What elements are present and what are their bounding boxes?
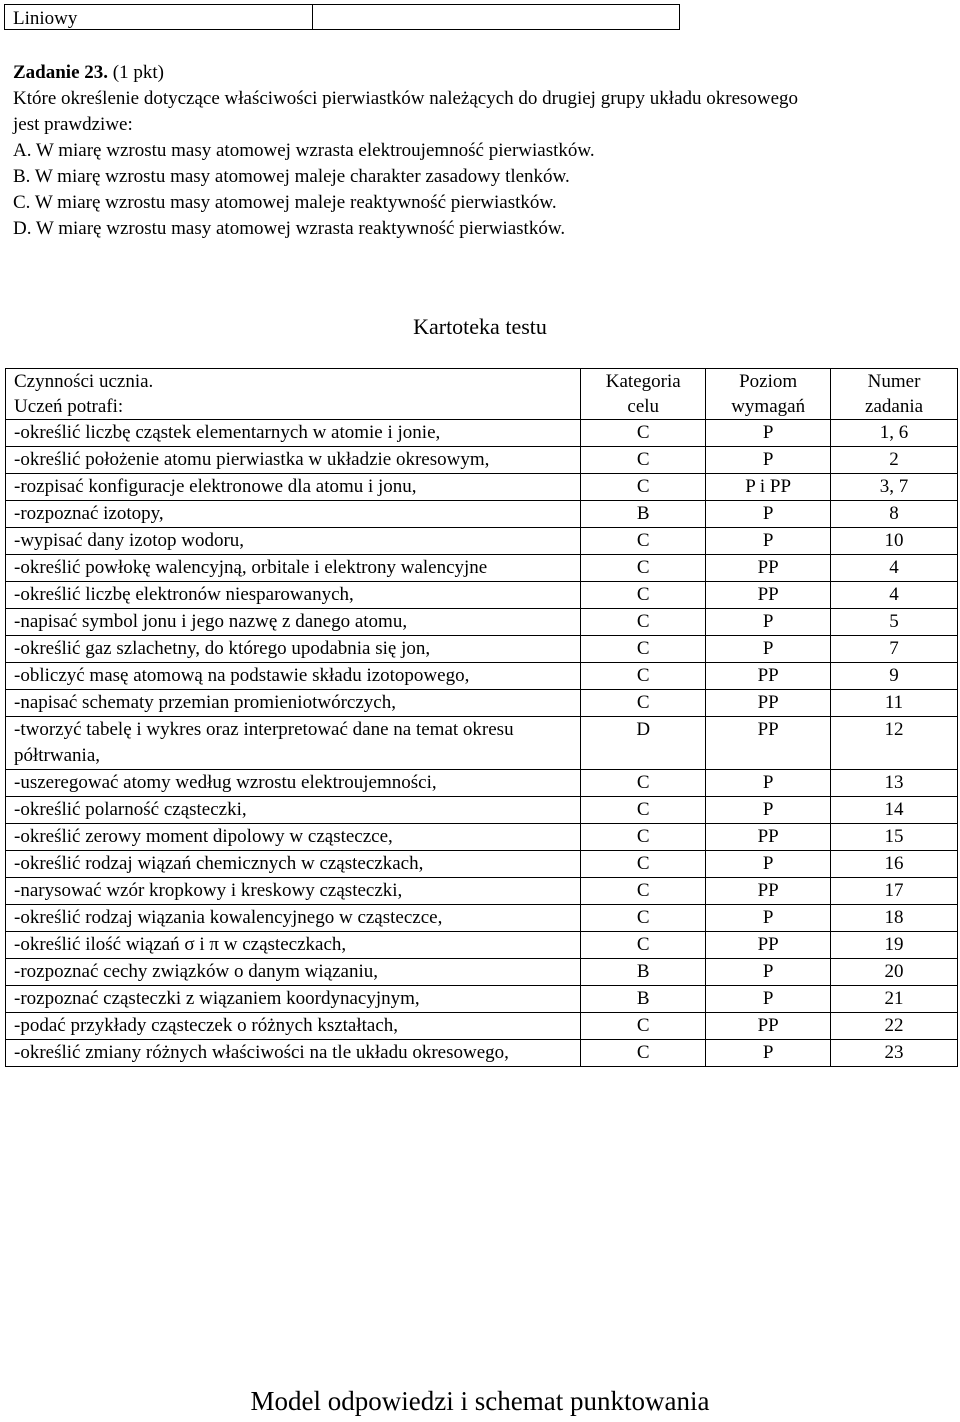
table-row (6, 1040, 958, 1067)
task-option-c: C. W miarę wzrostu masy atomowej maleje reaktywność pierwiastków. (13, 192, 557, 213)
row-skill: -określić powłokę walencyjną, orbitale i elektrony walencyjne (6, 555, 581, 582)
header-skill-line1: Czynności ucznia. (14, 371, 154, 392)
row-task-number: 20 (831, 959, 958, 986)
row-category: C (581, 1040, 706, 1067)
row-level: P (706, 420, 831, 447)
row-task-number: 17 (831, 878, 958, 905)
header-skill (6, 369, 581, 420)
header-box-empty-cell (313, 5, 679, 29)
row-category: C (581, 636, 706, 663)
row-level: P (706, 797, 831, 824)
row-skill: -narysować wzór kropkowy i kreskowy cząsteczki, (6, 878, 581, 905)
table-row (6, 770, 958, 797)
row-category: C (581, 447, 706, 474)
row-level: P (706, 636, 831, 663)
header-level-line2: wymagań (731, 396, 806, 417)
row-skill: -obliczyć masę atomową na podstawie składu izotopowego, (6, 663, 581, 690)
row-level: P (706, 905, 831, 932)
row-level: PP (706, 717, 831, 770)
row-category: C (581, 770, 706, 797)
row-category: C (581, 932, 706, 959)
table-row (6, 717, 958, 770)
row-task-number: 16 (831, 851, 958, 878)
row-level: PP (706, 582, 831, 609)
table-row (6, 878, 958, 905)
row-skill: -podać przykłady cząsteczek o różnych kształtach, (6, 1013, 581, 1040)
header-skill-line2: Uczeń potrafi: (14, 396, 124, 417)
row-skill: -rozpoznać cechy związków o danym wiązaniu, (6, 959, 581, 986)
table-row (6, 824, 958, 851)
table-row (6, 663, 958, 690)
row-level: P (706, 501, 831, 528)
row-task-number: 21 (831, 986, 958, 1013)
row-task-number: 3, 7 (831, 474, 958, 501)
row-category: B (581, 959, 706, 986)
table-row (6, 1013, 958, 1040)
row-level: P (706, 986, 831, 1013)
row-skill: -określić położenie atomu pierwiastka w układzie okresowym, (6, 447, 581, 474)
row-skill: -rozpoznać cząsteczki z wiązaniem koordynacyjnym, (6, 986, 581, 1013)
table-row (6, 959, 958, 986)
row-skill: -określić rodzaj wiązań chemicznych w cząsteczkach, (6, 851, 581, 878)
row-task-number: 8 (831, 501, 958, 528)
task-title (13, 60, 943, 86)
row-skill: -określić zmiany różnych właściwości na tle układu okresowego, (6, 1040, 581, 1067)
row-category: C (581, 582, 706, 609)
table-row (6, 636, 958, 663)
row-task-number: 4 (831, 582, 958, 609)
row-category: C (581, 824, 706, 851)
row-skill: -napisać symbol jonu i jego nazwę z danego atomu, (6, 609, 581, 636)
row-skill: -uszeregować atomy według wzrostu elektroujemności, (6, 770, 581, 797)
header-task-number-line1: Numer (867, 371, 921, 392)
row-category: C (581, 474, 706, 501)
row-task-number: 18 (831, 905, 958, 932)
row-skill: -określić liczbę elektronów niesparowanych, (6, 582, 581, 609)
header-level (706, 369, 831, 420)
header-level-line1: Poziom (739, 371, 798, 392)
header-task-number (831, 369, 958, 420)
task-option-a: A. W miarę wzrostu masy atomowej wzrasta elektroujemność pierwiastków. (13, 140, 595, 161)
row-category: C (581, 690, 706, 717)
row-skill: -rozpoznać izotopy, (6, 501, 581, 528)
table-row (6, 932, 958, 959)
row-category: C (581, 878, 706, 905)
row-task-number: 22 (831, 1013, 958, 1040)
row-skill: -określić liczbę cząstek elementarnych w atomie i jonie, (6, 420, 581, 447)
row-level: PP (706, 663, 831, 690)
row-task-number: 11 (831, 690, 958, 717)
table-row (6, 420, 958, 447)
table-row (6, 474, 958, 501)
row-task-number: 10 (831, 528, 958, 555)
row-level: P (706, 959, 831, 986)
row-task-number: 2 (831, 447, 958, 474)
row-skill: -określić rodzaj wiązania kowalencyjnego w cząsteczce, (6, 905, 581, 932)
row-skill: -określić zerowy moment dipolowy w cząsteczce, (6, 824, 581, 851)
row-task-number: 15 (831, 824, 958, 851)
row-level: PP (706, 878, 831, 905)
row-category: C (581, 905, 706, 932)
row-category: C (581, 797, 706, 824)
table-row (6, 851, 958, 878)
row-skill: -wypisać dany izotop wodoru, (6, 528, 581, 555)
row-category: C (581, 609, 706, 636)
row-category: B (581, 501, 706, 528)
row-skill: -rozpisać konfiguracje elektronowe dla atomu i jonu, (6, 474, 581, 501)
task-question-line: Które określenie dotyczące właściwości pierwiastków należących do drugiej grupy układu okresowego (13, 88, 799, 109)
row-task-number: 13 (831, 770, 958, 797)
header-box-label: Liniowy (5, 5, 313, 29)
row-task-number: 7 (831, 636, 958, 663)
row-level: P (706, 609, 831, 636)
row-category: C (581, 555, 706, 582)
table-row (6, 582, 958, 609)
header-box (4, 4, 680, 30)
table-row (6, 690, 958, 717)
row-skill: -określić ilość wiązań σ i π w cząsteczkach, (6, 932, 581, 959)
row-task-number: 19 (831, 932, 958, 959)
task-option-d: D. W miarę wzrostu masy atomowej wzrasta reaktywność pierwiastków. (13, 218, 566, 239)
row-level: PP (706, 555, 831, 582)
table-header-row (6, 369, 958, 420)
row-level: P (706, 851, 831, 878)
row-level: PP (706, 824, 831, 851)
table-row (6, 555, 958, 582)
header-category-line1: Kategoria (605, 371, 681, 392)
row-level: P (706, 447, 831, 474)
row-task-number: 9 (831, 663, 958, 690)
row-task-number: 23 (831, 1040, 958, 1067)
table-row (6, 501, 958, 528)
task-title-points: (1 pkt) (108, 62, 164, 83)
row-skill: -tworzyć tabelę i wykres oraz interpretować dane na temat okresu półtrwania, (6, 717, 581, 770)
task-option-b: B. W miarę wzrostu masy atomowej maleje charakter zasadowy tlenków. (13, 166, 570, 187)
row-level: PP (706, 932, 831, 959)
row-task-number: 1, 6 (831, 420, 958, 447)
row-level: PP (706, 1013, 831, 1040)
row-level: P (706, 770, 831, 797)
row-category: C (581, 851, 706, 878)
table-row (6, 986, 958, 1013)
row-category: D (581, 717, 706, 770)
row-task-number: 5 (831, 609, 958, 636)
row-skill: -określić polarność cząsteczki, (6, 797, 581, 824)
row-category: B (581, 986, 706, 1013)
task-question-line: jest prawdziwe: (13, 114, 133, 135)
row-task-number: 14 (831, 797, 958, 824)
row-skill: -napisać schematy przemian promieniotwórczych, (6, 690, 581, 717)
table-row (6, 797, 958, 824)
row-level: P i PP (706, 474, 831, 501)
table-row (6, 609, 958, 636)
task-title-number: Zadanie 23. (13, 62, 109, 83)
row-level: PP (706, 690, 831, 717)
kartoteka-table (5, 368, 958, 1067)
row-category: C (581, 663, 706, 690)
row-skill: -określić gaz szlachetny, do którego upodabnia się jon, (6, 636, 581, 663)
row-task-number: 4 (831, 555, 958, 582)
header-category (581, 369, 706, 420)
kartoteka-title: Kartoteka testu (413, 314, 547, 339)
row-task-number: 12 (831, 717, 958, 770)
footer-heading: Model odpowiedzi i schemat punktowania (250, 1386, 710, 1416)
row-level: P (706, 1040, 831, 1067)
header-category-line2: celu (627, 396, 660, 417)
header-task-number-line2: zadania (865, 396, 924, 417)
table-row (6, 528, 958, 555)
table-row (6, 905, 958, 932)
table-row (6, 447, 958, 474)
row-level: P (706, 528, 831, 555)
row-category: C (581, 1013, 706, 1040)
task-23 (13, 60, 943, 242)
row-category: C (581, 420, 706, 447)
row-category: C (581, 528, 706, 555)
